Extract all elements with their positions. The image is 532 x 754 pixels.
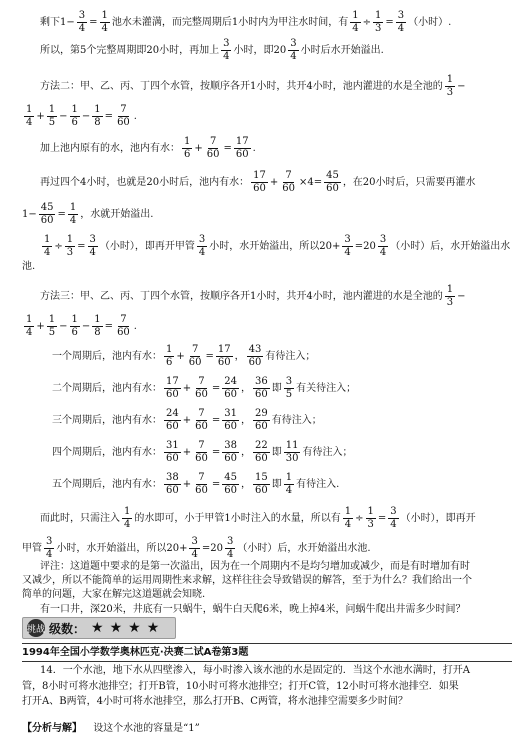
period-line-2: 二个周期后，池内有水： $\frac{17}{60}$ + $\frac{7}{60}$ = $\frac{24}{60}$ ， $\frac{36}{60}$ 即 $\frac{3}{5}$ 有关待注入； [52, 376, 357, 400]
star-icon: ★ [128, 620, 141, 636]
analysis-label: 【分析与解】 [22, 723, 82, 734]
question-line-1: 14．一个水池，地下水从四壁渗入，每小时渗入该水池的水是固定的．当这个水池水满时，打开A [40, 665, 470, 676]
period-line-3: 三个周期后，池内有水： $\frac{24}{60}$ + $\frac{7}{60}$ = $\frac{31}{60}$ ， $\frac{29}{60}$ 有待注入； [52, 408, 322, 432]
question-source: 1994年全国小学数学奥林匹克·决赛二试A卷第3题 [22, 647, 249, 658]
text-line-4: $\frac{1}{4}$ + $\frac{1}{5}$ − $\frac{1}{6}$ − $\frac{1}{8}$ = $\frac{7}{60}$ . [26, 104, 137, 128]
text-line-12: 而此时，只需注入 $\frac{1}{4}$ 的水即可，小于甲管1小时注入的水量，所以有 $\frac{1}{4}$ ÷ $\frac{1}{3}$ = $\frac{3}{4}$ （小时），即再开 [40, 506, 476, 530]
text-line-2: 所以，第5个完整周期即20小时，再加上 $\frac{3}{4}$ 小时，即20 $\frac{3}{4}$ 小时后水开始溢出. [40, 38, 384, 62]
challenge-level-banner [22, 617, 176, 639]
star-icon: ★ [146, 620, 160, 636]
text-line-6: 再过四个4小时，也就是20小时后，池内有水： $\frac{17}{60}$ + $\frac{7}{60}$ ×4= $\frac{45}{60}$ ，在20小时后，只需要再灌水 [40, 170, 476, 194]
star-icon: ★ [109, 620, 123, 636]
text-line-7: 1− $\frac{45}{60}$ = $\frac{1}{4}$ ，水就开始溢出. [22, 202, 154, 226]
question-line-3: 打开A、B两管，4小时可将水池排空，那么打开B、C两管，将水池排空需要多少时间？ [22, 696, 408, 707]
period-line-4: 四个周期后，池内有水： $\frac{31}{60}$ + $\frac{7}{60}$ = $\frac{38}{60}$ ， $\frac{22}{60}$ 即 $\frac{11}{30}$ 有待注入； [52, 440, 353, 464]
comment-line-4: 有一口井，深20米，井底有一只蜗牛，蜗牛白天爬6米，晚上掉4米，问蜗牛爬出井需多少时间？ [40, 604, 466, 615]
comment-line-1: 评注：这道题中要求的是第一次溢出，因为在一个周期内不是均匀增加或减少，而是有时增加有时 [40, 561, 470, 572]
text-line-5: 加上池内原有的水，池内有水： $\frac{1}{6}$ + $\frac{7}{60}$ = $\frac{17}{60}$ . [40, 136, 256, 160]
text-line-8: $\frac{1}{4}$ ÷ $\frac{1}{3}$ = $\frac{3}{4}$ （小时），即再开甲管 $\frac{3}{4}$ 小时，水开始溢出，所以20+ $\frac{3}{4}$ =20 $\frac{3}{4}$ （小时）后，水开始溢出水 [44, 234, 511, 258]
period-line-1: 一个周期后，池内有水： $\frac{1}{6}$ + $\frac{7}{60}$ = $\frac{17}{60}$ ， $\frac{43}{60}$ 有待注入； [52, 344, 316, 368]
analysis-text: 设这个水池的容量是“1” [93, 723, 200, 734]
text-line-10: 方法三：甲、乙、丙、丁四个水管，按顺序各开1小时，共开4小时，池内灌进的水是全池的 $\frac{1}{3}$ − [40, 284, 466, 308]
star-icon: ★ [91, 620, 104, 636]
divider [22, 661, 512, 662]
question-line-2: 管，8小时可将水池排空；打开B管，10小时可将水池排空；打开C管，12小时可将水池排空．如果 [22, 681, 459, 692]
text-line-9: 池. [22, 261, 36, 272]
comment-line-3: 简单的问题，大家在解完这道题就会知晓. [22, 589, 206, 600]
text-line-1: 剩下1− $\frac{3}{4}$ = $\frac{1}{4}$ 池水未灌满，而完整周期后1小时内为甲注水时间，有 $\frac{1}{4}$ ÷ $\frac{1}{3}$ = $\frac{3}{4}$ （小时）. [40, 10, 452, 34]
period-line-5: 五个周期后，池内有水： $\frac{38}{60}$ + $\frac{7}{60}$ = $\frac{45}{60}$ ， $\frac{15}{60}$ 即 $\frac{1}{4}$ 有待注入. [52, 472, 340, 496]
text-line-13: 甲管 $\frac{3}{4}$ 小时，水开始溢出，所以20+ $\frac{3}{4}$ =20 $\frac{3}{4}$ （小时）后，水开始溢出水池. [22, 536, 371, 560]
level-label: 级数： [49, 621, 86, 636]
challenge-badge-icon: 挑战 [27, 619, 45, 637]
analysis-line [22, 722, 200, 736]
text-line-11: $\frac{1}{4}$ + $\frac{1}{5}$ − $\frac{1}{6}$ − $\frac{1}{8}$ = $\frac{7}{60}$ . [26, 314, 137, 338]
comment-line-2: 又减少，所以不能简单的运用周期性来求解，这样往往会导致错误的解答，至于为什么？我们给出一个 [22, 575, 472, 586]
text-line-3: 方法二：甲、乙、丙、丁四个水管，按顺序各开1小时，共开4小时，池内灌进的水是全池的 $\frac{1}{3}$ − [40, 74, 466, 98]
divider [22, 643, 512, 644]
